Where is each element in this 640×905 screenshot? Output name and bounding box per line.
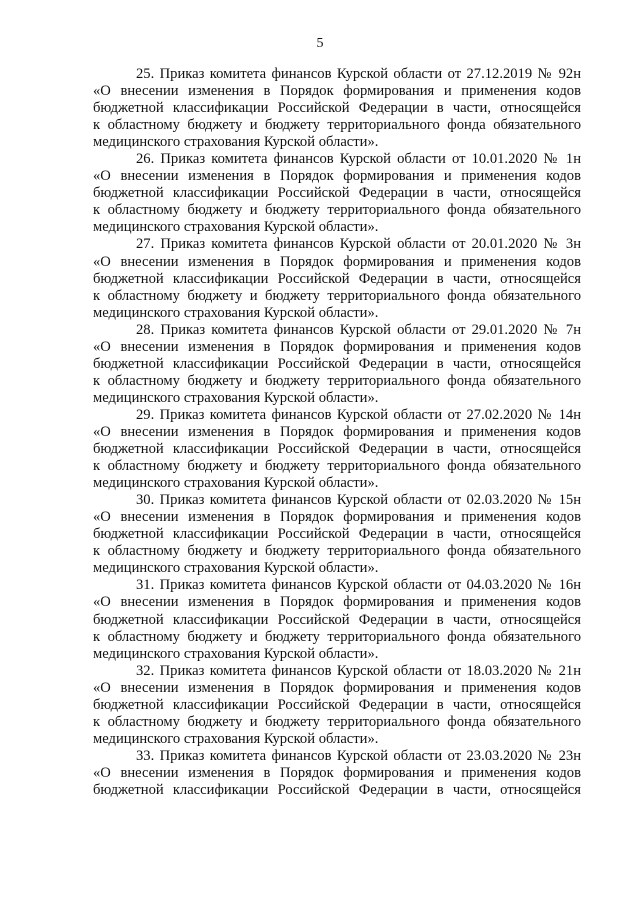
paragraph-line: медицинского страхования Курской области».: [93, 730, 379, 747]
order-paragraph: [93, 663, 581, 748]
order-title-line: 32. Приказ комитета финансов Курской области от 18.03.2020 № 21н: [136, 662, 581, 679]
paragraph-line: медицинского страхования Курской области».: [93, 219, 379, 236]
order-paragraph: [93, 151, 581, 236]
paragraph-line: медицинского страхования Курской области».: [93, 389, 379, 406]
paragraph-line: бюджетной классификации Российской Федерации в части, относящейся: [93, 185, 581, 202]
order-paragraph: [93, 322, 581, 407]
paragraph-line: бюджетной классификации Российской Федерации в части, относящейся: [93, 270, 581, 287]
order-title-line: 31. Приказ комитета финансов Курской области от 04.03.2020 № 16н: [136, 577, 581, 594]
order-title-line: 30. Приказ комитета финансов Курской области от 02.03.2020 № 15н: [136, 492, 581, 509]
paragraph-line: к областному бюджету и бюджету территориального фонда обязательного: [93, 543, 581, 560]
page-number: 5: [316, 36, 324, 51]
paragraph-line: бюджетной классификации Российской Федерации в части, относящейся: [93, 781, 581, 798]
paragraph-line: «О внесении изменения в Порядок формирования и применения кодов: [93, 423, 581, 440]
paragraph-line: «О внесении изменения в Порядок формирования и применения кодов: [93, 509, 581, 526]
paragraph-line: бюджетной классификации Российской Федерации в части, относящейся: [93, 526, 581, 543]
paragraph-line: «О внесении изменения в Порядок формирования и применения кодов: [93, 679, 581, 696]
paragraph-line: к областному бюджету и бюджету территориального фонда обязательного: [93, 628, 581, 645]
order-title-line: 28. Приказ комитета финансов Курской области от 29.01.2020 № 7н: [136, 321, 581, 338]
paragraph-line: «О внесении изменения в Порядок формирования и применения кодов: [93, 338, 581, 355]
paragraph-line: медицинского страхования Курской области».: [93, 560, 379, 577]
paragraph-line: медицинского страхования Курской области».: [93, 475, 379, 492]
paragraph-line: «О внесении изменения в Порядок формирования и применения кодов: [93, 83, 581, 100]
paragraph-line: к областному бюджету и бюджету территориального фонда обязательного: [93, 287, 581, 304]
order-title-line: 26. Приказ комитета финансов Курской области от 10.01.2020 № 1н: [136, 151, 581, 168]
paragraph-line: медицинского страхования Курской области».: [93, 304, 379, 321]
paragraph-line: «О внесении изменения в Порядок формирования и применения кодов: [93, 594, 581, 611]
paragraph-line: к областному бюджету и бюджету территориального фонда обязательного: [93, 458, 581, 475]
paragraph-line: «О внесении изменения в Порядок формирования и применения кодов: [93, 764, 581, 781]
paragraph-line: к областному бюджету и бюджету территориального фонда обязательного: [93, 713, 581, 730]
paragraph-line: бюджетной классификации Российской Федерации в части, относящейся: [93, 441, 581, 458]
order-paragraph: [93, 236, 581, 321]
order-title-line: 29. Приказ комитета финансов Курской области от 27.02.2020 № 14н: [136, 406, 581, 423]
order-paragraph: [93, 748, 581, 799]
document-body: [93, 66, 581, 799]
order-paragraph: [93, 492, 581, 577]
paragraph-line: бюджетной классификации Российской Федерации в части, относящейся: [93, 611, 581, 628]
paragraph-line: медицинского страхования Курской области».: [93, 645, 379, 662]
paragraph-line: к областному бюджету и бюджету территориального фонда обязательного: [93, 372, 581, 389]
paragraph-line: к областному бюджету и бюджету территориального фонда обязательного: [93, 202, 581, 219]
paragraph-line: медицинского страхования Курской области».: [93, 134, 379, 151]
paragraph-line: бюджетной классификации Российской Федерации в части, относящейся: [93, 355, 581, 372]
paragraph-line: бюджетной классификации Российской Федерации в части, относящейся: [93, 100, 581, 117]
paragraph-line: бюджетной классификации Российской Федерации в части, относящейся: [93, 696, 581, 713]
order-title-line: 33. Приказ комитета финансов Курской области от 23.03.2020 № 23н: [136, 747, 581, 764]
paragraph-line: к областному бюджету и бюджету территориального фонда обязательного: [93, 117, 581, 134]
order-paragraph: [93, 407, 581, 492]
order-title-line: 25. Приказ комитета финансов Курской области от 27.12.2019 № 92н: [136, 66, 581, 82]
order-title-line: 27. Приказ комитета финансов Курской области от 20.01.2020 № 3н: [136, 236, 581, 253]
order-paragraph: [93, 66, 581, 151]
paragraph-line: «О внесении изменения в Порядок формирования и применения кодов: [93, 253, 581, 270]
paragraph-line: «О внесении изменения в Порядок формирования и применения кодов: [93, 168, 581, 185]
order-paragraph: [93, 577, 581, 662]
